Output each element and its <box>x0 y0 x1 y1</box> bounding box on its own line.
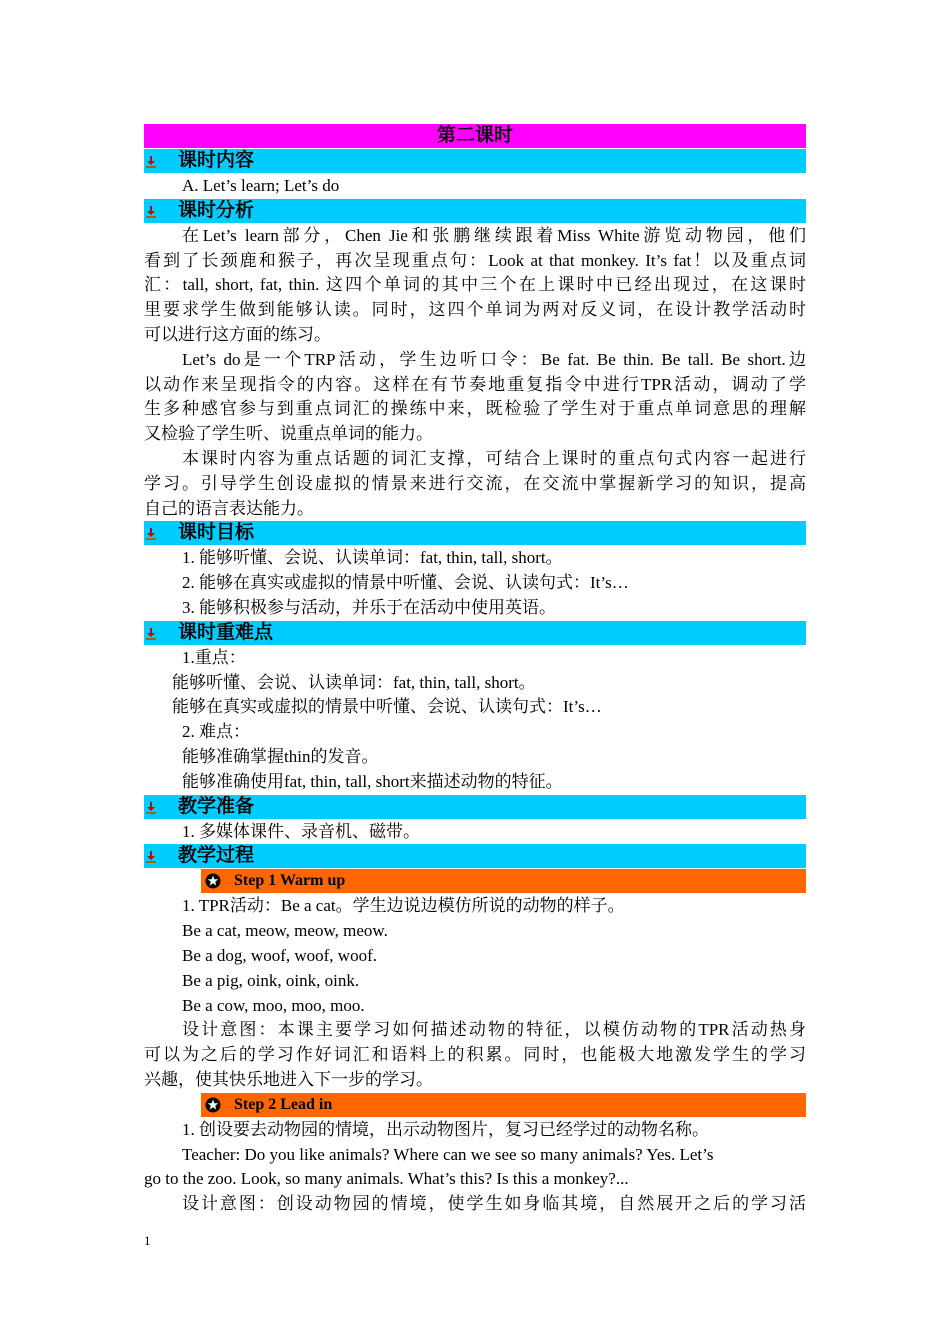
section-heading-process <box>144 844 806 868</box>
section-heading-label: 课时分析 <box>178 199 255 221</box>
bullet-arrow-icon <box>146 802 156 814</box>
section-heading-label: 课时目标 <box>178 522 255 544</box>
list-item: 1. 多媒体课件、录音机、磁带。 <box>182 821 420 841</box>
paragraph-line: Be a dog, woof, woof, woof. <box>182 945 377 965</box>
step-heading-label: Step 1 Warm up <box>234 872 346 890</box>
star-circle-icon <box>205 873 221 889</box>
paragraph-line: Be a cow, moo, moo, moo. <box>182 995 365 1015</box>
paragraph-line: Teacher: Do you like animals? Where can we see so many animals? Yes. Let’s <box>182 1144 714 1164</box>
lesson-title: 第二课时 <box>144 124 806 148</box>
paragraph-line: 兴趣，使其快乐地进入下一步的学习。 <box>144 1069 433 1089</box>
paragraph-line: A. Let’s learn; Let’s do <box>182 176 340 195</box>
section-heading-prep <box>144 795 806 819</box>
paragraph-line: 看到了长颈鹿和猴子，再次呈现重点句：Look at that monkey. It’s fat！以及重点词 <box>144 250 806 270</box>
paragraph-line: 设计意图：创设动物园的情境，使学生如身临其境，自然展开之后的学习活 <box>182 1194 806 1214</box>
bullet-arrow-icon <box>146 628 156 640</box>
paragraph-line: Let’s do是一个TRP活动，学生边听口令：Be fat. Be thin. Be tall. Be short.边 <box>182 349 806 369</box>
list-item: 2. 难点： <box>182 722 250 742</box>
paragraph-line: 汇：tall, short, fat, thin. 这四个单词的其中三个在上课时中已经出现过，在这课时 <box>144 275 806 295</box>
paragraph-line: 本课时内容为重点话题的词汇支撑，可结合上课时的重点句式内容一起进行 <box>182 448 806 468</box>
paragraph-line: 以动作来呈现指令的内容。这样在有节奏地重复指令中进行TPR活动，调动了学 <box>144 374 806 394</box>
paragraph-line: 可以为之后的学习作好词汇和语料上的积累。同时，也能极大地激发学生的学习 <box>144 1045 806 1065</box>
paragraph-line: 又检验了学生听、说重点单词的能力。 <box>144 424 433 444</box>
paragraph-line: 自己的语言表达能力。 <box>144 498 314 518</box>
paragraph-line: Be a cat, meow, meow, meow. <box>182 921 388 941</box>
section-heading-goals <box>144 521 806 545</box>
paragraph-line: 1. 创设要去动物园的情境，出示动物图片，复习已经学过的动物名称。 <box>182 1119 709 1139</box>
list-item: 2. 能够在真实或虚拟的情景中听懂、会说、认读句式：It’s… <box>182 573 629 593</box>
bullet-arrow-icon <box>146 851 156 863</box>
paragraph-line: 学习。引导学生创设虚拟的情景来进行交流，在交流中掌握新学习的知识，提高 <box>144 473 806 493</box>
step-heading-lead-in <box>201 1093 806 1117</box>
section-heading-label: 课时重难点 <box>178 621 274 643</box>
list-item: 能够准确使用fat, thin, tall, short来描述动物的特征。 <box>182 771 563 791</box>
list-item: 能够在真实或虚拟的情景中听懂、会说、认读句式：It’s… <box>172 697 602 717</box>
section-heading-label: 课时内容 <box>178 150 255 171</box>
list-item: 能够准确掌握thin的发音。 <box>182 746 379 766</box>
paragraph-line: 1. TPR活动：Be a cat。学生边说边模仿所说的动物的样子。 <box>182 896 625 916</box>
step-heading-label: Step 2 Lead in <box>234 1095 333 1113</box>
page-number: 1 <box>144 1233 151 1248</box>
section-heading-label: 教学准备 <box>178 795 255 817</box>
paragraph-line: Be a pig, oink, oink, oink. <box>182 970 360 990</box>
list-item: 1.重点： <box>182 647 246 667</box>
star-circle-icon <box>205 1097 221 1113</box>
section-heading-label: 教学过程 <box>178 845 255 867</box>
section-heading-analysis <box>144 199 806 223</box>
paragraph-line: 里要求学生做到能够认读。同时，这四个单词为两对反义词，在设计教学活动时 <box>144 300 806 320</box>
bullet-arrow-icon <box>146 528 156 540</box>
list-item: 能够听懂、会说、认读单词：fat, thin, tall, short。 <box>172 672 536 692</box>
section-heading-keypoints <box>144 621 806 645</box>
section-heading-content <box>144 149 806 173</box>
list-item: 1. 能够听懂、会说、认读单词：fat, thin, tall, short。 <box>182 548 563 568</box>
paragraph-line: 在Let’s learn部分，Chen Jie和张鹏继续跟着Miss White游览动物园，他们 <box>182 225 806 245</box>
paragraph-line: 生多种感官参与到重点词汇的操练中来，既检验了学生对于重点单词意思的理解 <box>144 399 806 419</box>
list-item: 3. 能够积极参与活动，并乐于在活动中使用英语。 <box>182 597 556 617</box>
bullet-arrow-icon <box>146 156 156 168</box>
bullet-arrow-icon <box>146 206 156 218</box>
document-page <box>144 124 806 1217</box>
step-heading-warm-up <box>201 869 806 893</box>
paragraph-line: 设计意图：本课主要学习如何描述动物的特征，以模仿动物的TPR活动热身 <box>182 1020 806 1040</box>
paragraph-line: 可以进行这方面的练习。 <box>144 324 331 344</box>
paragraph-line: go to the zoo. Look, so many animals. What’s this? Is this a monkey?... <box>144 1169 629 1189</box>
